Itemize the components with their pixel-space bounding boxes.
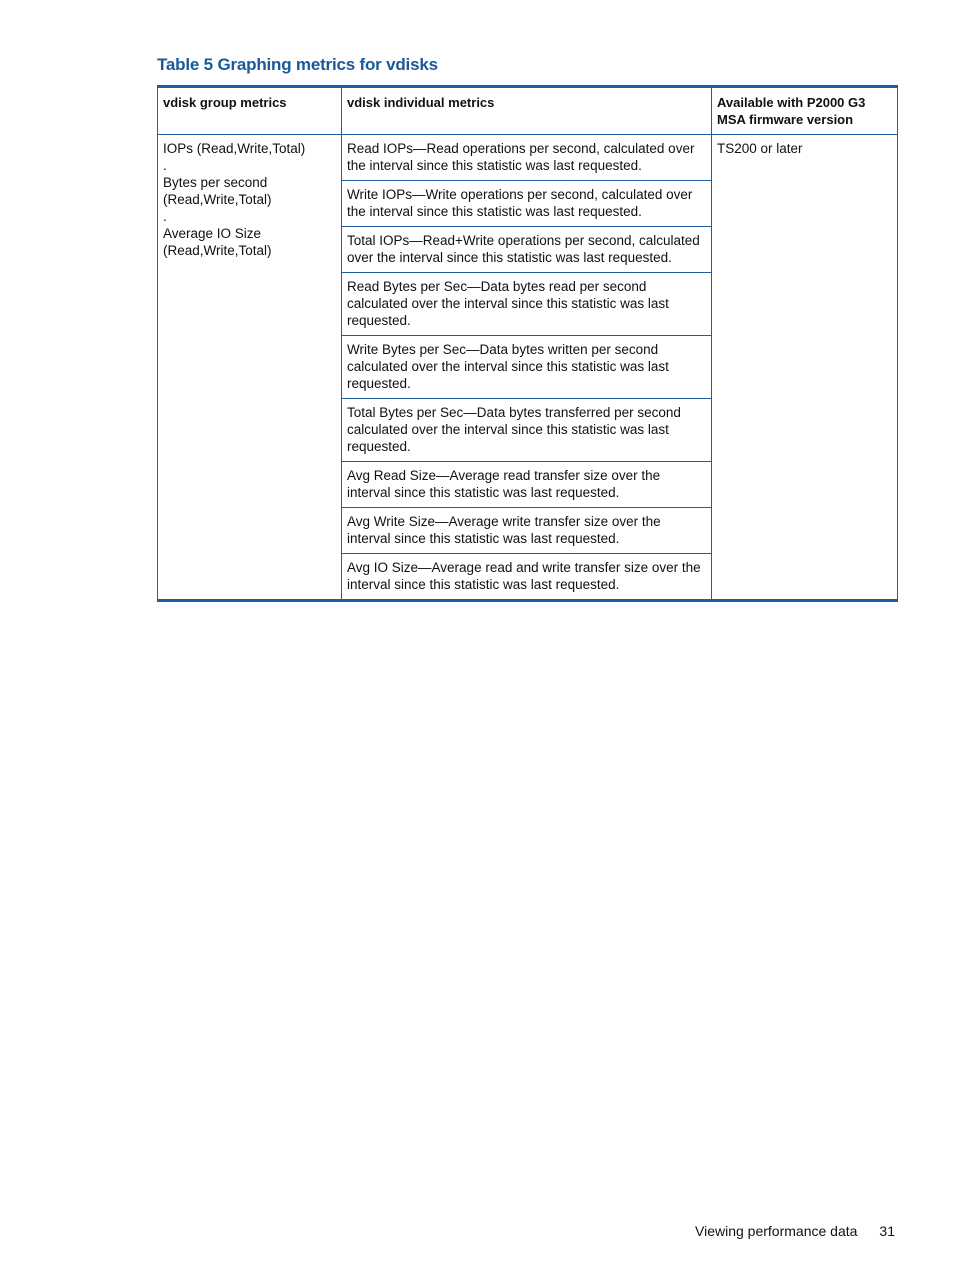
metric-read-bytes: Read Bytes per Sec—Data bytes read per second calculated over the interval since this statistic was last requested. (342, 273, 712, 336)
group-metric-separator: . (163, 158, 167, 173)
page-footer (695, 1223, 895, 1239)
table-header-row (158, 87, 898, 135)
metric-total-iops: Total IOPs—Read+Write operations per second, calculated over the interval since this statistic was last requested. (342, 227, 712, 273)
metric-avg-write-size: Avg Write Size—Average write transfer size over the interval since this statistic was last requested. (342, 508, 712, 554)
page-number: 31 (879, 1223, 895, 1239)
group-metric-io-size: Average IO Size (Read,Write,Total) (163, 226, 272, 258)
footer-section-title: Viewing performance data (695, 1223, 858, 1239)
group-metric-iops: IOPs (Read,Write,Total) (163, 141, 306, 156)
metric-total-bytes: Total Bytes per Sec—Data bytes transferred per second calculated over the interval since this statistic was last requested. (342, 399, 712, 462)
metric-write-iops: Write IOPs—Write operations per second, calculated over the interval since this statistic was last requested. (342, 181, 712, 227)
table-caption: Table 5 Graphing metrics for vdisks (157, 55, 438, 74)
metric-avg-read-size: Avg Read Size—Average read transfer size over the interval since this statistic was last requested. (342, 462, 712, 508)
vdisk-metrics-table (157, 85, 898, 602)
metric-avg-io-size: Avg IO Size—Average read and write transfer size over the interval since this statistic was last requested. (342, 554, 712, 601)
group-metric-separator: . (163, 209, 167, 224)
metric-write-bytes: Write Bytes per Sec—Data bytes written per second calculated over the interval since this statistic was last requested. (342, 336, 712, 399)
metric-read-iops: Read IOPs—Read operations per second, calculated over the interval since this statistic was last requested. (342, 135, 712, 181)
header-group-metrics: vdisk group metrics (158, 87, 342, 135)
table-row (158, 135, 898, 181)
firmware-version-cell: TS200 or later (712, 135, 898, 601)
group-metric-bytes: Bytes per second (Read,Write,Total) (163, 175, 272, 207)
header-individual-metrics: vdisk individual metrics (342, 87, 712, 135)
group-metrics-cell (158, 135, 342, 601)
header-firmware-version: Available with P2000 G3 MSA firmware version (712, 87, 898, 135)
